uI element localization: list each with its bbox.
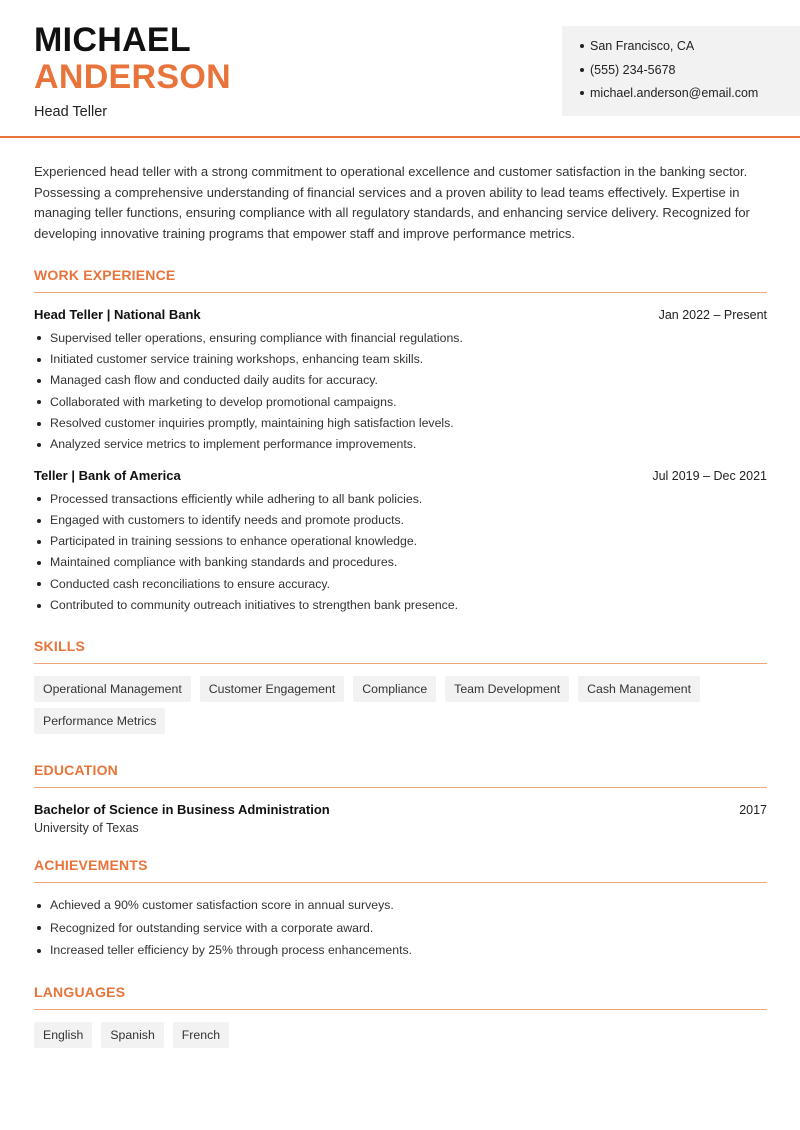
job-dates: Jul 2019 – Dec 2021 [652, 468, 767, 483]
education-header [34, 802, 767, 817]
skills-section [34, 638, 767, 740]
list-item-text: Resolved customer inquiries promptly, maintaining high satisfaction levels. [50, 416, 454, 430]
list-item [34, 489, 767, 510]
list-item [34, 917, 767, 940]
list-item [34, 531, 767, 552]
bullet-icon [37, 422, 41, 426]
list-item-text: Increased teller efficiency by 25% through process enhancements. [50, 943, 413, 958]
list-item-text: Supervised teller operations, ensuring compliance with financial regulations. [50, 330, 463, 345]
resume-body [34, 162, 767, 1054]
contact-box [562, 26, 800, 116]
list-item-text: Conducted cash reconciliations to ensure accuracy. [50, 576, 331, 591]
bullet-icon [580, 68, 584, 72]
job-entry [34, 468, 767, 617]
contact-email-text: michael.anderson@email.com [590, 86, 759, 100]
language-chips [34, 1022, 767, 1054]
list-item [34, 894, 767, 917]
skill-chip: Team Development [445, 676, 569, 702]
bullet-icon [37, 582, 41, 586]
contact-phone [580, 62, 800, 86]
bullet-icon [37, 561, 41, 565]
bullet-icon [580, 91, 584, 95]
job-dates: Jan 2022 – Present [658, 307, 767, 322]
job-bullets [34, 489, 767, 617]
achievement-list [34, 894, 767, 962]
section-heading: EDUCATION [34, 762, 767, 788]
list-item [34, 552, 767, 573]
language-chip: French [173, 1022, 229, 1048]
job-header [34, 307, 767, 322]
resume-header [0, 0, 800, 138]
bullet-icon [37, 336, 41, 340]
job-title: Head Teller [34, 104, 108, 120]
list-item-text: Analyzed service metrics to implement performance improvements. [50, 437, 417, 452]
bullet-icon [37, 400, 41, 404]
bullet-icon [37, 519, 41, 523]
first-name: MICHAEL [34, 21, 191, 59]
languages-section [34, 984, 767, 1054]
job-role: Teller | Bank of America [34, 467, 181, 483]
list-item-text: Initiated customer service training workshops, enhancing team skills. [50, 352, 424, 367]
work-experience-section [34, 267, 767, 617]
list-item [34, 434, 767, 455]
section-heading: WORK EXPERIENCE [34, 267, 767, 293]
section-heading: LANGUAGES [34, 984, 767, 1010]
skill-chip: Customer Engagement [200, 676, 344, 702]
skill-chip: Compliance [353, 676, 436, 702]
bullet-icon [37, 379, 41, 383]
job-entry [34, 307, 767, 456]
graduation-year: 2017 [739, 803, 767, 818]
contact-phone-text: (555) 234-5678 [590, 62, 676, 77]
list-item [34, 392, 767, 413]
list-item-text: Managed cash flow and conducted daily audits for accuracy. [50, 373, 378, 388]
education-entry [34, 802, 767, 835]
list-item-text: Processed transactions efficiently while adhering to all bank policies. [50, 491, 423, 506]
achievements-section [34, 857, 767, 962]
bullet-icon [37, 497, 41, 501]
skills-chips [34, 676, 767, 740]
contact-location [580, 38, 800, 62]
list-item [34, 370, 767, 391]
list-item [34, 413, 767, 434]
section-heading: SKILLS [34, 638, 767, 664]
education-section [34, 762, 767, 835]
name-block [34, 22, 231, 120]
language-chip: Spanish [101, 1022, 163, 1048]
skill-chip: Operational Management [34, 676, 191, 702]
degree: Bachelor of Science in Business Administration [34, 802, 330, 818]
list-item-text: Recognized for outstanding service with a corporate award. [50, 920, 374, 935]
bullet-icon [37, 540, 41, 544]
list-item-text: Engaged with customers to identify needs and promote products. [50, 512, 405, 527]
bullet-icon [37, 904, 41, 908]
section-heading: ACHIEVEMENTS [34, 857, 767, 883]
job-bullets [34, 328, 767, 456]
contact-email [580, 85, 800, 109]
contact-location-text: San Francisco, CA [590, 39, 695, 53]
professional-summary: Experienced head teller with a strong commitment to operational excellence and customer satisfaction in the banking sector. Possessing a comprehensive understanding of financial services and a proven ability to lead teams effectively. Expertise in managing teller functions, ensuring compliance with all regulatory standards, and enhancing service delivery. Recognized for developing innovative training programs that empower staff and improve performance metrics. [34, 164, 750, 242]
bullet-icon [37, 949, 41, 953]
list-item [34, 939, 767, 962]
skill-chip: Performance Metrics [34, 708, 165, 734]
bullet-icon [37, 443, 41, 447]
list-item-text: Achieved a 90% customer satisfaction score in annual surveys. [50, 898, 394, 913]
list-item-text: Collaborated with marketing to develop promotional campaigns. [50, 394, 397, 409]
job-header [34, 468, 767, 483]
list-item [34, 510, 767, 531]
bullet-icon [37, 604, 41, 608]
list-item-text: Contributed to community outreach initiatives to strengthen bank presence. [50, 598, 459, 613]
language-chip: English [34, 1022, 92, 1048]
bullet-icon [37, 358, 41, 362]
bullet-icon [37, 926, 41, 930]
list-item [34, 595, 767, 616]
school: University of Texas [34, 821, 139, 836]
list-item [34, 574, 767, 595]
last-name: ANDERSON [34, 58, 231, 96]
skill-chip: Cash Management [578, 676, 700, 702]
bullet-icon [580, 44, 584, 48]
job-role: Head Teller | National Bank [34, 306, 201, 322]
list-item-text: Participated in training sessions to enhance operational knowledge. [50, 534, 418, 549]
list-item-text: Maintained compliance with banking standards and procedures. [50, 555, 398, 570]
list-item [34, 349, 767, 370]
list-item [34, 328, 767, 349]
